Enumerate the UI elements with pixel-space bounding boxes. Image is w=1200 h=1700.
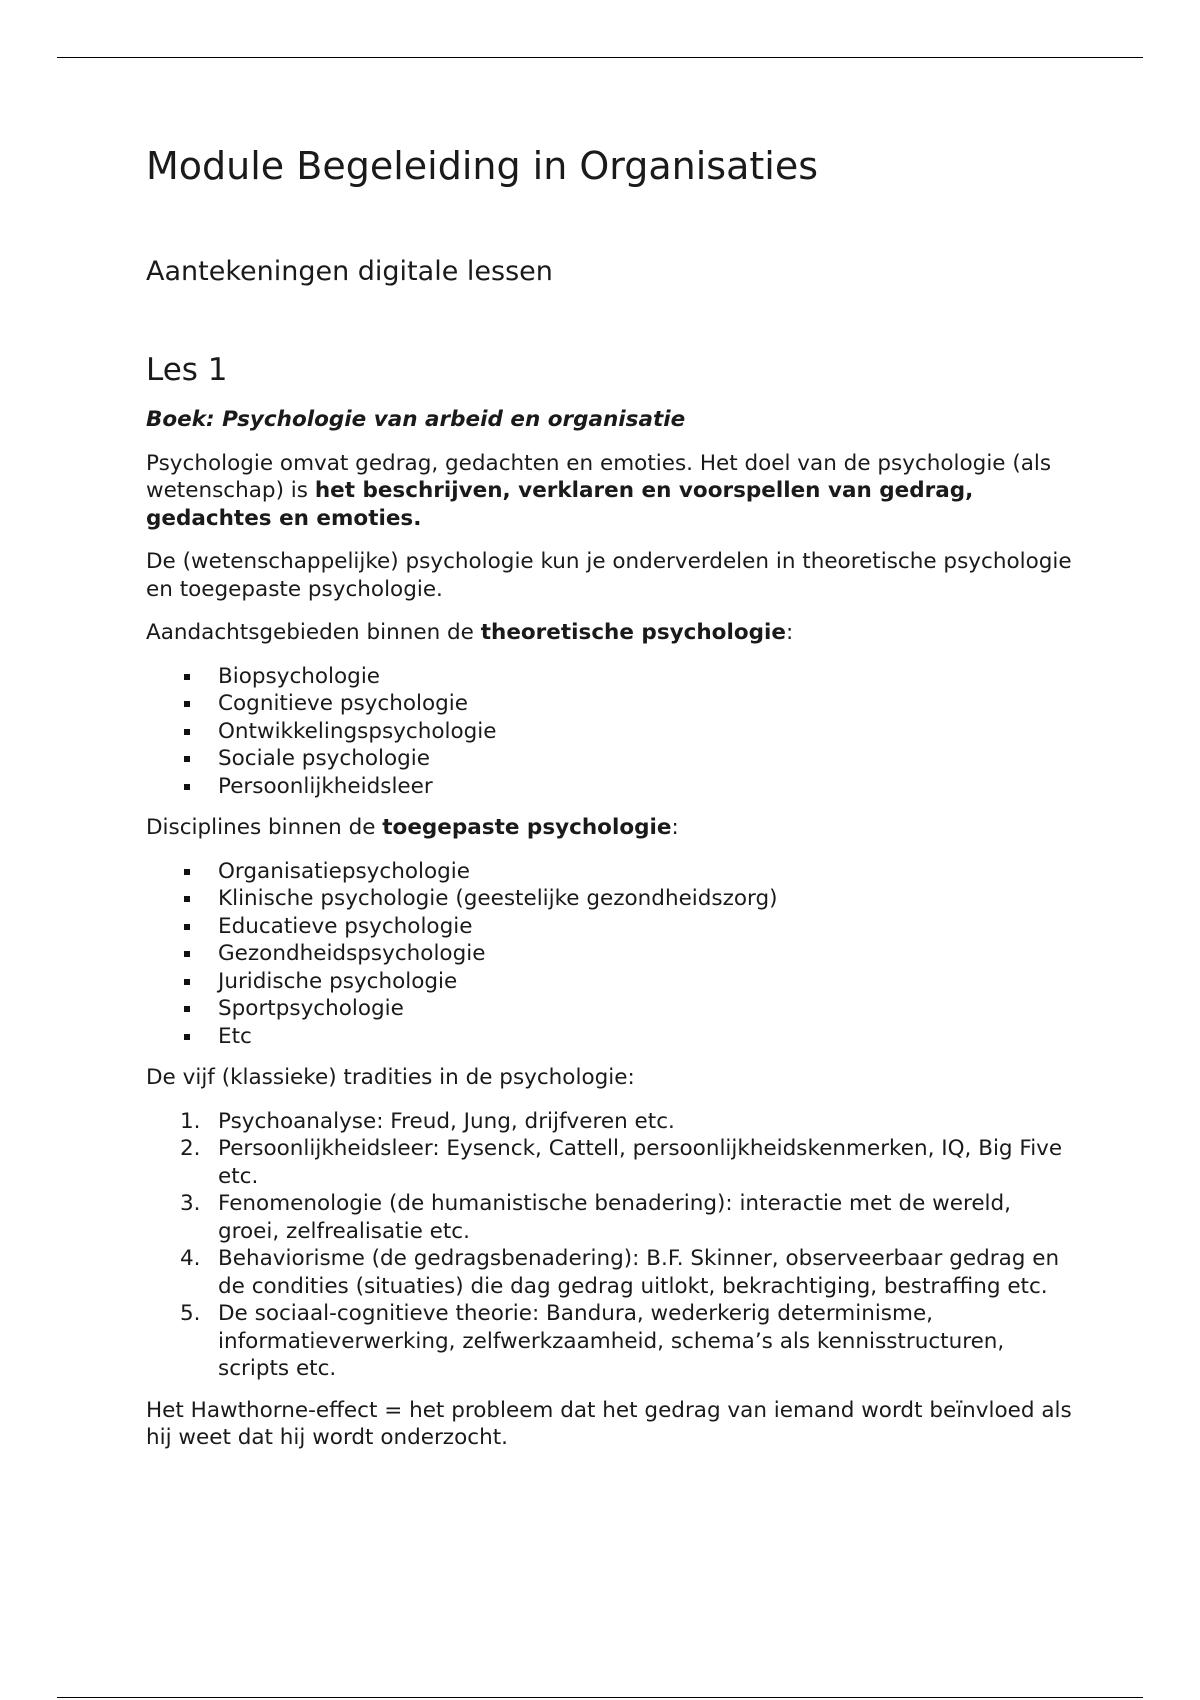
traditions-list xyxy=(146,1108,1076,1383)
theoretical-intro xyxy=(146,619,1076,647)
list-item xyxy=(146,858,1076,886)
item-number: 4. xyxy=(180,1246,201,1271)
lesson-heading: Les 1 xyxy=(146,352,228,388)
numbered-item xyxy=(146,1245,1076,1300)
lesson-content xyxy=(146,406,1076,1468)
list-item xyxy=(146,995,1076,1023)
paragraph-psychology-goal xyxy=(146,450,1076,533)
list-item-text: Etc xyxy=(218,1023,252,1049)
list-item-text: Gezondheidspsychologie xyxy=(218,941,486,966)
list-item xyxy=(146,663,1076,691)
list-item-text: Cognitieve psychologie xyxy=(218,691,468,716)
numbered-item xyxy=(146,1108,1076,1136)
intro-colon: : xyxy=(671,815,679,840)
list-item-text: Educatieve psychologie xyxy=(218,913,473,939)
square-bullet-icon xyxy=(184,979,190,985)
square-bullet-icon xyxy=(184,756,190,762)
intro-bold: toegepaste psychologie xyxy=(382,815,672,840)
list-item-text: Ontwikkelingspsychologie xyxy=(218,718,497,744)
list-item xyxy=(146,1023,1076,1051)
list-item xyxy=(146,718,1076,746)
intro-text: Aandachtsgebieden binnen de xyxy=(146,620,481,645)
traditions-intro: De vijf (klassieke) tradities in de psychologie: xyxy=(146,1065,635,1090)
square-bullet-icon xyxy=(184,924,190,930)
square-bullet-icon xyxy=(184,951,190,957)
item-number: 5. xyxy=(180,1301,201,1326)
paragraph-subdivision: De (wetenschappelijke) psychologie kun je onderverdelen in theoretische psychologie en toegepaste psychologie. xyxy=(146,549,1072,602)
list-item xyxy=(146,745,1076,773)
item-number: 2. xyxy=(180,1136,201,1161)
square-bullet-icon xyxy=(184,869,190,875)
numbered-item-text: Fenomenologie (de humanistische benadering): interactie met de wereld, groei, zelfrealisatie etc. xyxy=(218,1191,1012,1244)
numbered-item xyxy=(146,1135,1076,1190)
intro-colon: : xyxy=(785,620,794,645)
list-item-text: Sportpsychologie xyxy=(218,996,404,1021)
list-item xyxy=(146,940,1076,968)
square-bullet-icon xyxy=(184,784,190,790)
square-bullet-icon xyxy=(184,701,190,707)
numbered-item xyxy=(146,1190,1076,1245)
applied-list xyxy=(146,858,1076,1051)
item-number: 3. xyxy=(180,1191,201,1216)
book-title: Boek: Psychologie van arbeid en organisatie xyxy=(146,407,686,432)
list-item xyxy=(146,913,1076,941)
theoretical-list xyxy=(146,663,1076,801)
list-item xyxy=(146,690,1076,718)
numbered-item-text: De sociaal-cognitieve theorie: Bandura, wederkerig determinisme, informatieverwerking, zelfwerkzaamheid, schema’s als kennisstructuren, scripts etc. xyxy=(218,1301,1005,1381)
square-bullet-icon xyxy=(184,1034,190,1040)
list-item-text: Biopsychologie xyxy=(218,663,381,689)
paragraph-text: Psychologie omvat gedrag, gedachten en emoties. Het doel van de psychologie (als wetenschap) is xyxy=(146,450,1052,503)
paragraph-bold: het beschrijven, verklaren en voorspellen van gedrag, gedachtes en emoties. xyxy=(146,478,974,531)
hawthorne-paragraph: Het Hawthorne-effect = het probleem dat het gedrag van iemand wordt beïnvloed als hij weet dat hij wordt onderzocht. xyxy=(146,1397,1072,1450)
square-bullet-icon xyxy=(184,1006,190,1012)
list-item-text: Juridische psychologie xyxy=(218,968,458,994)
numbered-item xyxy=(146,1300,1076,1383)
list-item-text: Organisatiepsychologie xyxy=(218,858,470,884)
intro-text: Disciplines binnen de xyxy=(146,815,383,840)
intro-bold: theoretische psychologie xyxy=(480,620,786,645)
top-rule xyxy=(57,57,1143,58)
numbered-item-text: Behaviorisme (de gedragsbenadering): B.F. Skinner, observeerbaar gedrag en de condities (situaties) die dag gedrag uitlokt, bekrachtiging, bestraffing etc. xyxy=(218,1246,1060,1299)
list-item-text: Sociale psychologie xyxy=(218,746,430,771)
list-item-text: Klinische psychologie (geestelijke gezondheidszorg) xyxy=(218,886,778,911)
document-subtitle: Aantekeningen digitale lessen xyxy=(146,256,553,287)
numbered-item-text: Persoonlijkheidsleer: Eysenck, Cattell, persoonlijkheidskenmerken, IQ, Big Five etc. xyxy=(218,1136,1063,1189)
square-bullet-icon xyxy=(184,729,190,735)
list-item xyxy=(146,968,1076,996)
list-item xyxy=(146,773,1076,801)
list-item xyxy=(146,885,1076,913)
square-bullet-icon xyxy=(184,896,190,902)
bottom-rule xyxy=(57,1697,1143,1698)
item-number: 1. xyxy=(180,1108,201,1134)
square-bullet-icon xyxy=(184,674,190,680)
numbered-item-text: Psychoanalyse: Freud, Jung, drijfveren etc. xyxy=(218,1108,675,1134)
document-title: Module Begeleiding in Organisaties xyxy=(146,144,819,188)
list-item-text: Persoonlijkheidsleer xyxy=(218,773,433,799)
applied-intro xyxy=(146,814,1076,842)
